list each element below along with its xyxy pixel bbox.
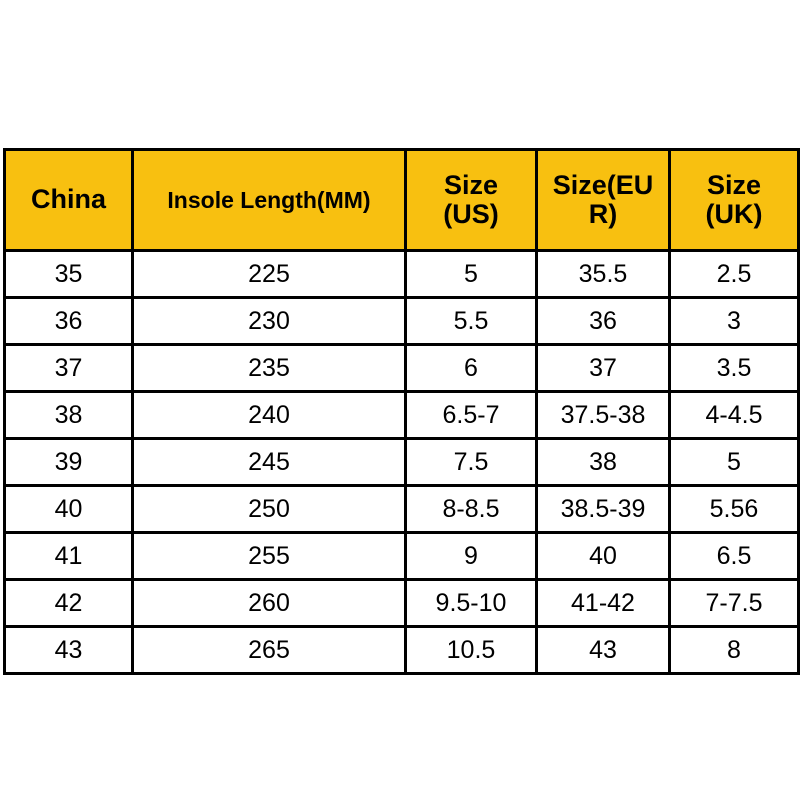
- cell-size-eur: 37.5-38: [537, 392, 670, 439]
- column-header-insole-length: [133, 150, 406, 251]
- cell-size-eur: 43: [537, 627, 670, 674]
- table-row: [5, 392, 799, 439]
- cell-size-eur: 37: [537, 345, 670, 392]
- cell-size-uk: 5.56: [670, 486, 799, 533]
- cell-size-us: 7.5: [406, 439, 537, 486]
- cell-china: 37: [5, 345, 133, 392]
- table-body: [5, 251, 799, 674]
- cell-size-eur: 40: [537, 533, 670, 580]
- cell-china: 40: [5, 486, 133, 533]
- cell-insole: 235: [133, 345, 406, 392]
- size-conversion-table: [3, 148, 800, 675]
- column-header-insole-length-line-1: Insole Length(MM): [167, 186, 371, 213]
- cell-size-eur: 35.5: [537, 251, 670, 298]
- cell-size-uk: 7-7.5: [670, 580, 799, 627]
- cell-china: 41: [5, 533, 133, 580]
- cell-insole: 255: [133, 533, 406, 580]
- column-header-size-uk: [670, 150, 799, 251]
- table-row: [5, 345, 799, 392]
- table-row: [5, 439, 799, 486]
- column-header-size-eur-line-2: R): [588, 199, 618, 229]
- cell-size-us: 10.5: [406, 627, 537, 674]
- cell-china: 43: [5, 627, 133, 674]
- table-row: [5, 486, 799, 533]
- cell-china: 36: [5, 298, 133, 345]
- cell-size-us: 9: [406, 533, 537, 580]
- cell-china: 35: [5, 251, 133, 298]
- cell-china: 42: [5, 580, 133, 627]
- cell-insole: 230: [133, 298, 406, 345]
- table-header: [5, 150, 799, 251]
- table-row: [5, 533, 799, 580]
- table-row: [5, 251, 799, 298]
- cell-size-us: 9.5-10: [406, 580, 537, 627]
- cell-size-uk: 8: [670, 627, 799, 674]
- cell-size-eur: 38: [537, 439, 670, 486]
- cell-size-us: 6.5-7: [406, 392, 537, 439]
- cell-size-uk: 6.5: [670, 533, 799, 580]
- cell-size-uk: 5: [670, 439, 799, 486]
- table-row: [5, 580, 799, 627]
- table-row: [5, 627, 799, 674]
- column-header-size-eur: [537, 150, 670, 251]
- column-header-size-uk-line-1: Size: [706, 169, 762, 200]
- cell-insole: 245: [133, 439, 406, 486]
- cell-size-uk: 2.5: [670, 251, 799, 298]
- cell-size-uk: 3.5: [670, 345, 799, 392]
- size-chart-table-container: [3, 148, 797, 675]
- cell-insole: 250: [133, 486, 406, 533]
- cell-size-uk: 4-4.5: [670, 392, 799, 439]
- cell-size-eur: 36: [537, 298, 670, 345]
- table-row: [5, 298, 799, 345]
- cell-size-eur: 38.5-39: [537, 486, 670, 533]
- cell-insole: 260: [133, 580, 406, 627]
- column-header-size-us: [406, 150, 537, 251]
- table-header-row: [5, 150, 799, 251]
- cell-china: 39: [5, 439, 133, 486]
- column-header-size-us-line-1: Size: [443, 169, 499, 200]
- cell-size-us: 5: [406, 251, 537, 298]
- cell-size-us: 8-8.5: [406, 486, 537, 533]
- cell-insole: 225: [133, 251, 406, 298]
- column-header-china-line-1: China: [30, 184, 106, 215]
- column-header-size-us-line-2: (US): [443, 199, 499, 229]
- column-header-size-eur-line-1: Size(EU: [552, 169, 654, 200]
- cell-china: 38: [5, 392, 133, 439]
- cell-insole: 265: [133, 627, 406, 674]
- cell-size-us: 6: [406, 345, 537, 392]
- cell-size-eur: 41-42: [537, 580, 670, 627]
- cell-size-us: 5.5: [406, 298, 537, 345]
- column-header-china: [5, 150, 133, 251]
- cell-size-uk: 3: [670, 298, 799, 345]
- cell-insole: 240: [133, 392, 406, 439]
- column-header-size-uk-line-2: (UK): [705, 199, 763, 229]
